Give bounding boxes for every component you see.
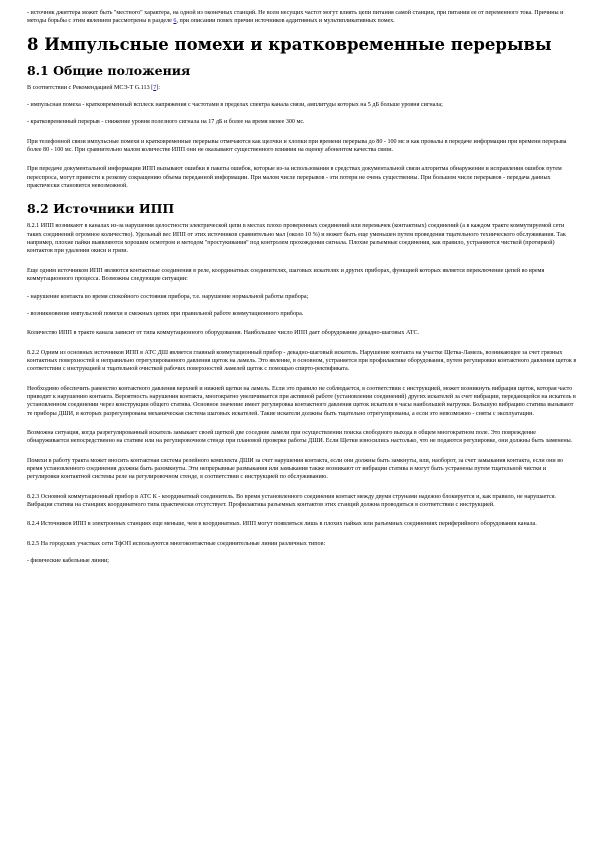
recommendation-text: В соответствии с Рекомендацией МСЭ-Т G.113 [ [27, 84, 154, 91]
recommendation-text-tail: ]: [156, 84, 160, 91]
section-8-1-heading: 8.1 Общие положения [27, 62, 191, 78]
misadjusted-selector-paragraph: Возможна ситуация, когда разрегулированный искатель замыкает своей щеткой две соседние ламели при осуществлении поиска свободного выхода в общем многократном поле. Это повреждение обнаруживается непосредственно на стативе или на регулировочном стенде при плановой проверке работы ДШИ. Если Щетки износились настолько, что не подаются регулировке, они должны быть заменены. [27, 429, 573, 445]
list-item-adjacent-noise: - возникновение импульсной помехи в смежных цепях при правильной работе коммутационного прибора. [27, 310, 304, 317]
list-item-contact-break: - нарушение контакта во время спокойного состояния прибора, т.е. нарушение нормальной работы прибора; [27, 293, 309, 300]
relay-contacts-paragraph: Еще одним источником ИПП являются контактные соединения в реле, координатных соединителях, шаговых искателях и других приборах, функцией которых является переключение цепей во время коммутационного процесса. Возможны следующие ситуации: [27, 267, 545, 283]
data-transfer-effects-paragraph: При передаче документальной информации ИПП вызывают ошибки в пакеты ошибок, которые из-за использования в средствах документальной связи алгоритма обнаружения и исправления ошибок путем переспроса, могут привести к резкому сокращению объема переданной информации. При малом числе перерывов - эти потери не очень существенны. При большом числе перерывов - передача данных практически становится невозможной. [27, 166, 562, 190]
paragraph-8-2-2: 8.2.2 Одним из основных источников ИПП в АТС ДШ является главный коммутационный прибор - декадно-шаговый искатель. Нарушение контакта на участке Щетка-Ламель, возникающее за счет грязных контактных поверхностей и неправильно отрегулированного давления щеток на ламель. Это явление, в основном, устраняется при профилактике оборудования, путем регулировки контактного давления щеток в соответствии с инструкцией и тщательной очисткой рабочих поверхностей ламелей щеток с помощью спирто-ректификата. [27, 349, 577, 373]
paragraph-8-2-4: 8.2.4 Источников ИПП в электронных станциях еще меньше, чем в координатных. ИПП могут появляться лишь в плохих пайках или разъемных соединениях периферийного оборудования канала. [27, 521, 537, 528]
short-break-definition: - кратковременный перерыв - снижение уровня полезного сигнала на 17 дБ и более на время менее 300 мс. [27, 119, 305, 126]
section-6-link[interactable]: 6 [173, 18, 177, 25]
telephony-effects-paragraph: При телефонной связи импульсные помехи и кратковременные перерывы отмечаются как щелчки и хлопки при времени перерыва до 80 - 100 мс и как провалы в передаче информации при времени перерыва более 80 - 100 мс. При сравнительно малом количестве ИПП они не оказывают существенного влияния на оценку абонентом качества связи. [27, 138, 567, 154]
reference-7-link[interactable]: 7 [153, 84, 157, 91]
brush-pressure-paragraph: Необходимо обеспечить равенство контактного давления верхней и нижней щетки на ламель. Если это правило не соблюдается, в соответствии с инструкцией, может возникнуть вибрация щеток, которая часто приводит к нарушению контакта. Вероятность нарушения контакта, многократно увеличивается при активной работе (установлении соединений) других искателей за счет вибрации, передающейся на искатель в установленном соединении через конструкции общего статива. Основное значение имеет регулировка контактного давления щеток искателя в часы наибольшей нагрузки. Большую вибрацию статива вызывают те приборы ДШИ, в которых разрегулирована механическая система шаговых искателей. Такие искатели должны быть тщательно отрегулированы, а если это невозможно - сняты с эксплуатации. [27, 385, 576, 417]
impulse-noise-definition: - импульсная помеха - кратковременный всплеск напряжения с частотами в пределах спектра канала связи, амплитуды которых на 5 дБ больше уровня сигнала; [27, 102, 443, 109]
intro-paragraph [27, 9, 577, 26]
paragraph-8-2-1: 8.2.1 ИПП возникают в каналах из-за нарушения целостности электрической цепи в местах плохо проверенных соединений или перемычек (контактных) соединений (а в каждом тракте коммутируемой сети таких соединений огромное количество). Удельный вес ИПП от этих источников сравнительно мал (около 10 %) и может быть еще уменьшен путем проведения тщательного технического обслуживания. Так например, плохие пайки выявляются хорошим осмотром и методом "простукивания" под контролем прохождения сигнала. Плохие разъемные соединения, как правило, устраняются чисткой (протиркой) контактов при удалении окиси и грязи. [27, 223, 566, 255]
paragraph-8-2-5: 8.2.5 На городских участках сети ТфОП используются многоконтактные соединительные линии различных типов: [27, 540, 326, 547]
section-8-2-heading: 8.2 Источники ИПП [27, 201, 175, 217]
paragraph-8-2-3: 8.2.3 Основной коммутационный прибор в АТС К - координатный соединитель. Во время установленного соединения контакт между двумя струнами надежно блокируется и, как правило, не нарушается. Вибрация статива на станциях координатного типа практически отсутствует. Профилактика разъемных контактов этих станций должна проводиться в соответствии с инструкцией. [27, 493, 557, 508]
recommendation-paragraph [27, 84, 577, 92]
intro-text: - источник джиттера может быть "местного" характера, на одной из оконечных станций. Не всем несущих частот могут влиять цепи питания самой станции, при питании ее от переменного тока. Причины и методы борьбы с этим явлением рассмотрены в разделе [27, 10, 564, 25]
section-8-heading: 8 Импульсные помехи и кратковременные перерывы [27, 34, 552, 54]
relay-set-paragraph: Помехи в работу тракта может вносить контактная система релейного комплекта ДШИ за счет нарушения контакта, если они должны быть замкнуты, или, наоборот, за счет замыкания контакта, если они во время установленного соединения должны быть разомкнуты. Эти непрерывные размыкания или замыкания также возникают от вибрации статива и могут быть устранены путем тщательной чистки и регулировки контактной системы реле на регулировочном стенде, в соответствии с инструкцией по обслуживанию. [27, 457, 564, 481]
equipment-type-paragraph: Количество ИПП в тракте канала зависит от типа коммутационного оборудования. Наибольшее число ИПП дает оборудование декадно-шаговых АТС. [27, 330, 420, 337]
intro-text-tail: , при описании помех причин источников аддитивных и мультипликативных помех. [176, 18, 395, 25]
list-item-cable-lines: - физические кабельные линии; [27, 558, 109, 565]
